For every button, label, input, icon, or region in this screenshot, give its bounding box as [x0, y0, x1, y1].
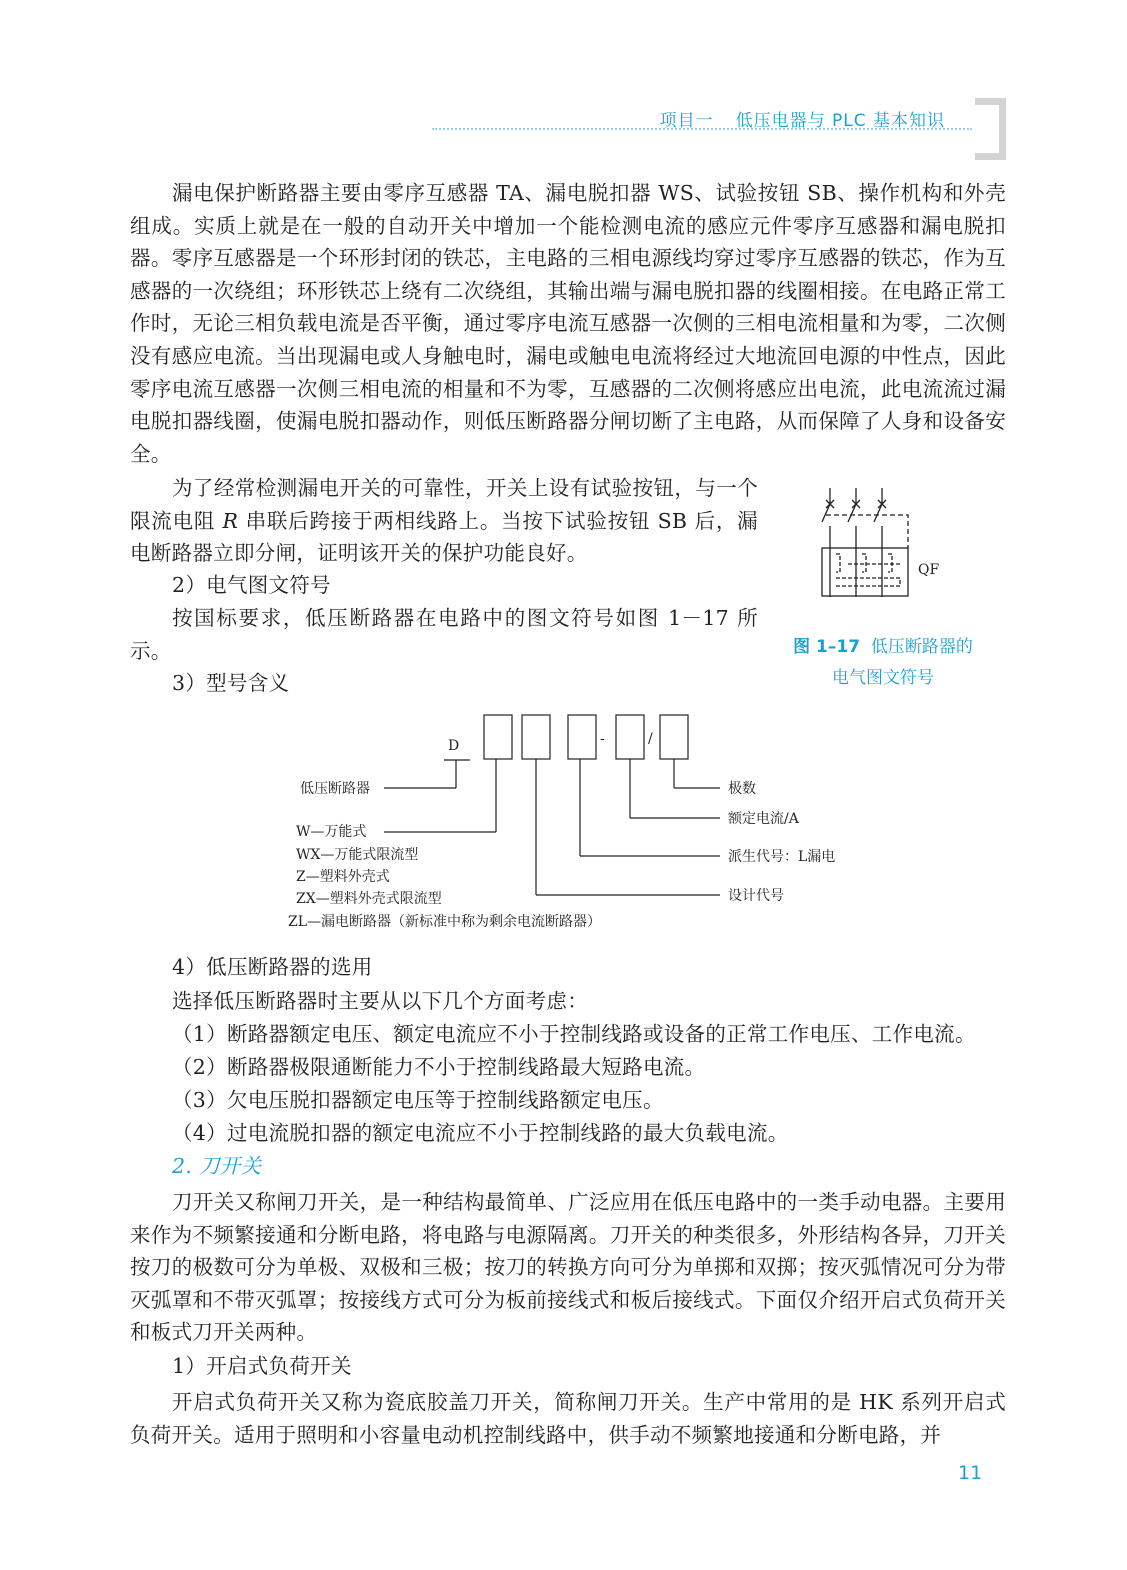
selection-intro: 选择低压断路器时主要从以下几个方面考虑：: [172, 989, 588, 1013]
paragraph-open-switch: 开启式负荷开关又称为瓷底胶盖刀开关，简称闸刀开关。生产中常用的是 HK 系列开启式负荷开关。适用于照明和小容量电动机控制线路中，供手动不频繁地接通和分断电路，并: [130, 1390, 1006, 1447]
type-zl: ZL—漏电断路器（新标准中称为剩余电流断路器）: [288, 914, 602, 930]
label-rated-current: 额定电流/A: [728, 811, 799, 827]
pole-2: [848, 488, 860, 597]
subheading-model: 3）型号含义: [172, 671, 290, 695]
paragraph-knife-switch: 刀开关又称闸刀开关，是一种结构最简单、广泛应用在低压电路中的一类手动电器。主要用来作为不频繁接通和分断电路，将电路与电源隔离。刀开关的种类很多，外形结构各异，刀开关按刀的极数可分为单极、双极和三极；按刀的转换方向可分为单掷和双掷；按灭弧情况可分为带灭弧罩和不带灭弧罩；按接线方式可分为板前接线式和板后接线式。下面仅介绍开启式负荷开关和板式刀开关两种。: [130, 1190, 1006, 1345]
page-number: 11: [958, 1462, 983, 1484]
header-rule: [432, 128, 972, 130]
label-design: 设计代号: [728, 888, 784, 904]
selection-item-3: （3）欠电压脱扣器额定电压等于控制线路额定电压。: [172, 1088, 664, 1112]
selection-item-2: （2）断路器极限通断能力不小于控制线路最大短路电流。: [172, 1055, 706, 1079]
subheading-selection: 4）低压断路器的选用: [172, 955, 373, 979]
box-2: [522, 715, 550, 759]
label-poles: 极数: [728, 781, 756, 797]
subheading-symbol: 2）电气图文符号: [172, 573, 331, 597]
subheading-open-switch: 1）开启式负荷开关: [172, 1354, 352, 1378]
model-dash: -: [600, 731, 605, 747]
box-3: [568, 715, 596, 759]
selection-item-4: （4）过电流脱扣器的额定电流应不小于控制线路的最大负载电流。: [172, 1121, 789, 1145]
para2-r: R: [222, 508, 239, 533]
para2-post: 串联后跨接于两相线路上。当按下试验按钮 SB 后，漏电断路器立即分闸，证明该开关的保护功能良好。: [130, 508, 758, 566]
paragraph-test-button: [130, 472, 758, 570]
caption-line-2: 电气图文符号: [832, 668, 934, 688]
pole-1: [822, 488, 834, 597]
type-zx: ZX—塑料外壳式限流型: [296, 891, 442, 907]
caption-label: 图 1–17: [793, 637, 861, 657]
box-5: [660, 715, 688, 759]
header-title: 低压电器与 PLC 基本知识: [735, 111, 945, 131]
type-w: W—万能式: [296, 824, 367, 840]
label-derived: 派生代号：L漏电: [728, 849, 836, 865]
paragraph-leakage-breaker: 漏电保护断路器主要由零序互感器 TA、漏电脱扣器 WS、试验按钮 SB、操作机构和外壳组成。实质上就是在一般的自动开关中增加一个能检测电流的感应元件零序互感器和漏电脱扣器。零序互感器是一个环形封闭的铁芯，主电路的三相电源线均穿过零序互感器的铁芯，作为互感器的一次绕组；环形铁芯上绕有二次绕组，其输出端与漏电脱扣器的线圈相接。在电路正常工作时，无论三相负载电流是否平衡，通过零序电流互感器一次侧的三相电流相量和为零，二次侧没有感应电流。当出现漏电或人身触电时，漏电或触电电流将经过大地流回电源的中性点，因此零序电流互感器一次侧三相电流的相量和不为零，互感器的二次侧将感应出电流，此电流流过漏电脱扣器线圈，使漏电脱扣器动作，则低压断路器分闸切断了主电路，从而保障了人身和设备安全。: [130, 181, 1006, 466]
corner-mark: [975, 98, 1006, 160]
box-4: [616, 715, 644, 759]
model-meaning-diagram: [260, 705, 900, 945]
type-z: Z—塑料外壳式: [296, 869, 390, 885]
pole-3: [874, 488, 886, 597]
section-heading-knife-switch: 2. 刀开关: [172, 1154, 262, 1178]
caption-line-1: 低压断路器的: [870, 637, 973, 657]
header-project: 项目一: [659, 111, 714, 131]
breaker-symbol-figure: [800, 482, 980, 612]
model-prefix: D: [448, 738, 460, 754]
paragraph-symbol: 按国标要求，低压断路器在电路中的图文符号如图 1－17 所示。: [130, 606, 758, 663]
selection-item-1: （1）断路器额定电压、额定电流应不小于控制线路或设备的正常工作电压、工作电流。: [172, 1022, 976, 1046]
para2-pre: 为了经常检测漏电开关的可靠性，开关上设有试验按钮，与一个限流电阻: [130, 476, 758, 533]
model-slash: /: [648, 731, 653, 747]
type-wx: WX—万能式限流型: [296, 847, 419, 863]
symbol-qf: QF: [918, 562, 940, 578]
figure-caption: [768, 632, 998, 694]
box-1: [484, 715, 512, 759]
model-left-label: 低压断路器: [300, 781, 370, 797]
